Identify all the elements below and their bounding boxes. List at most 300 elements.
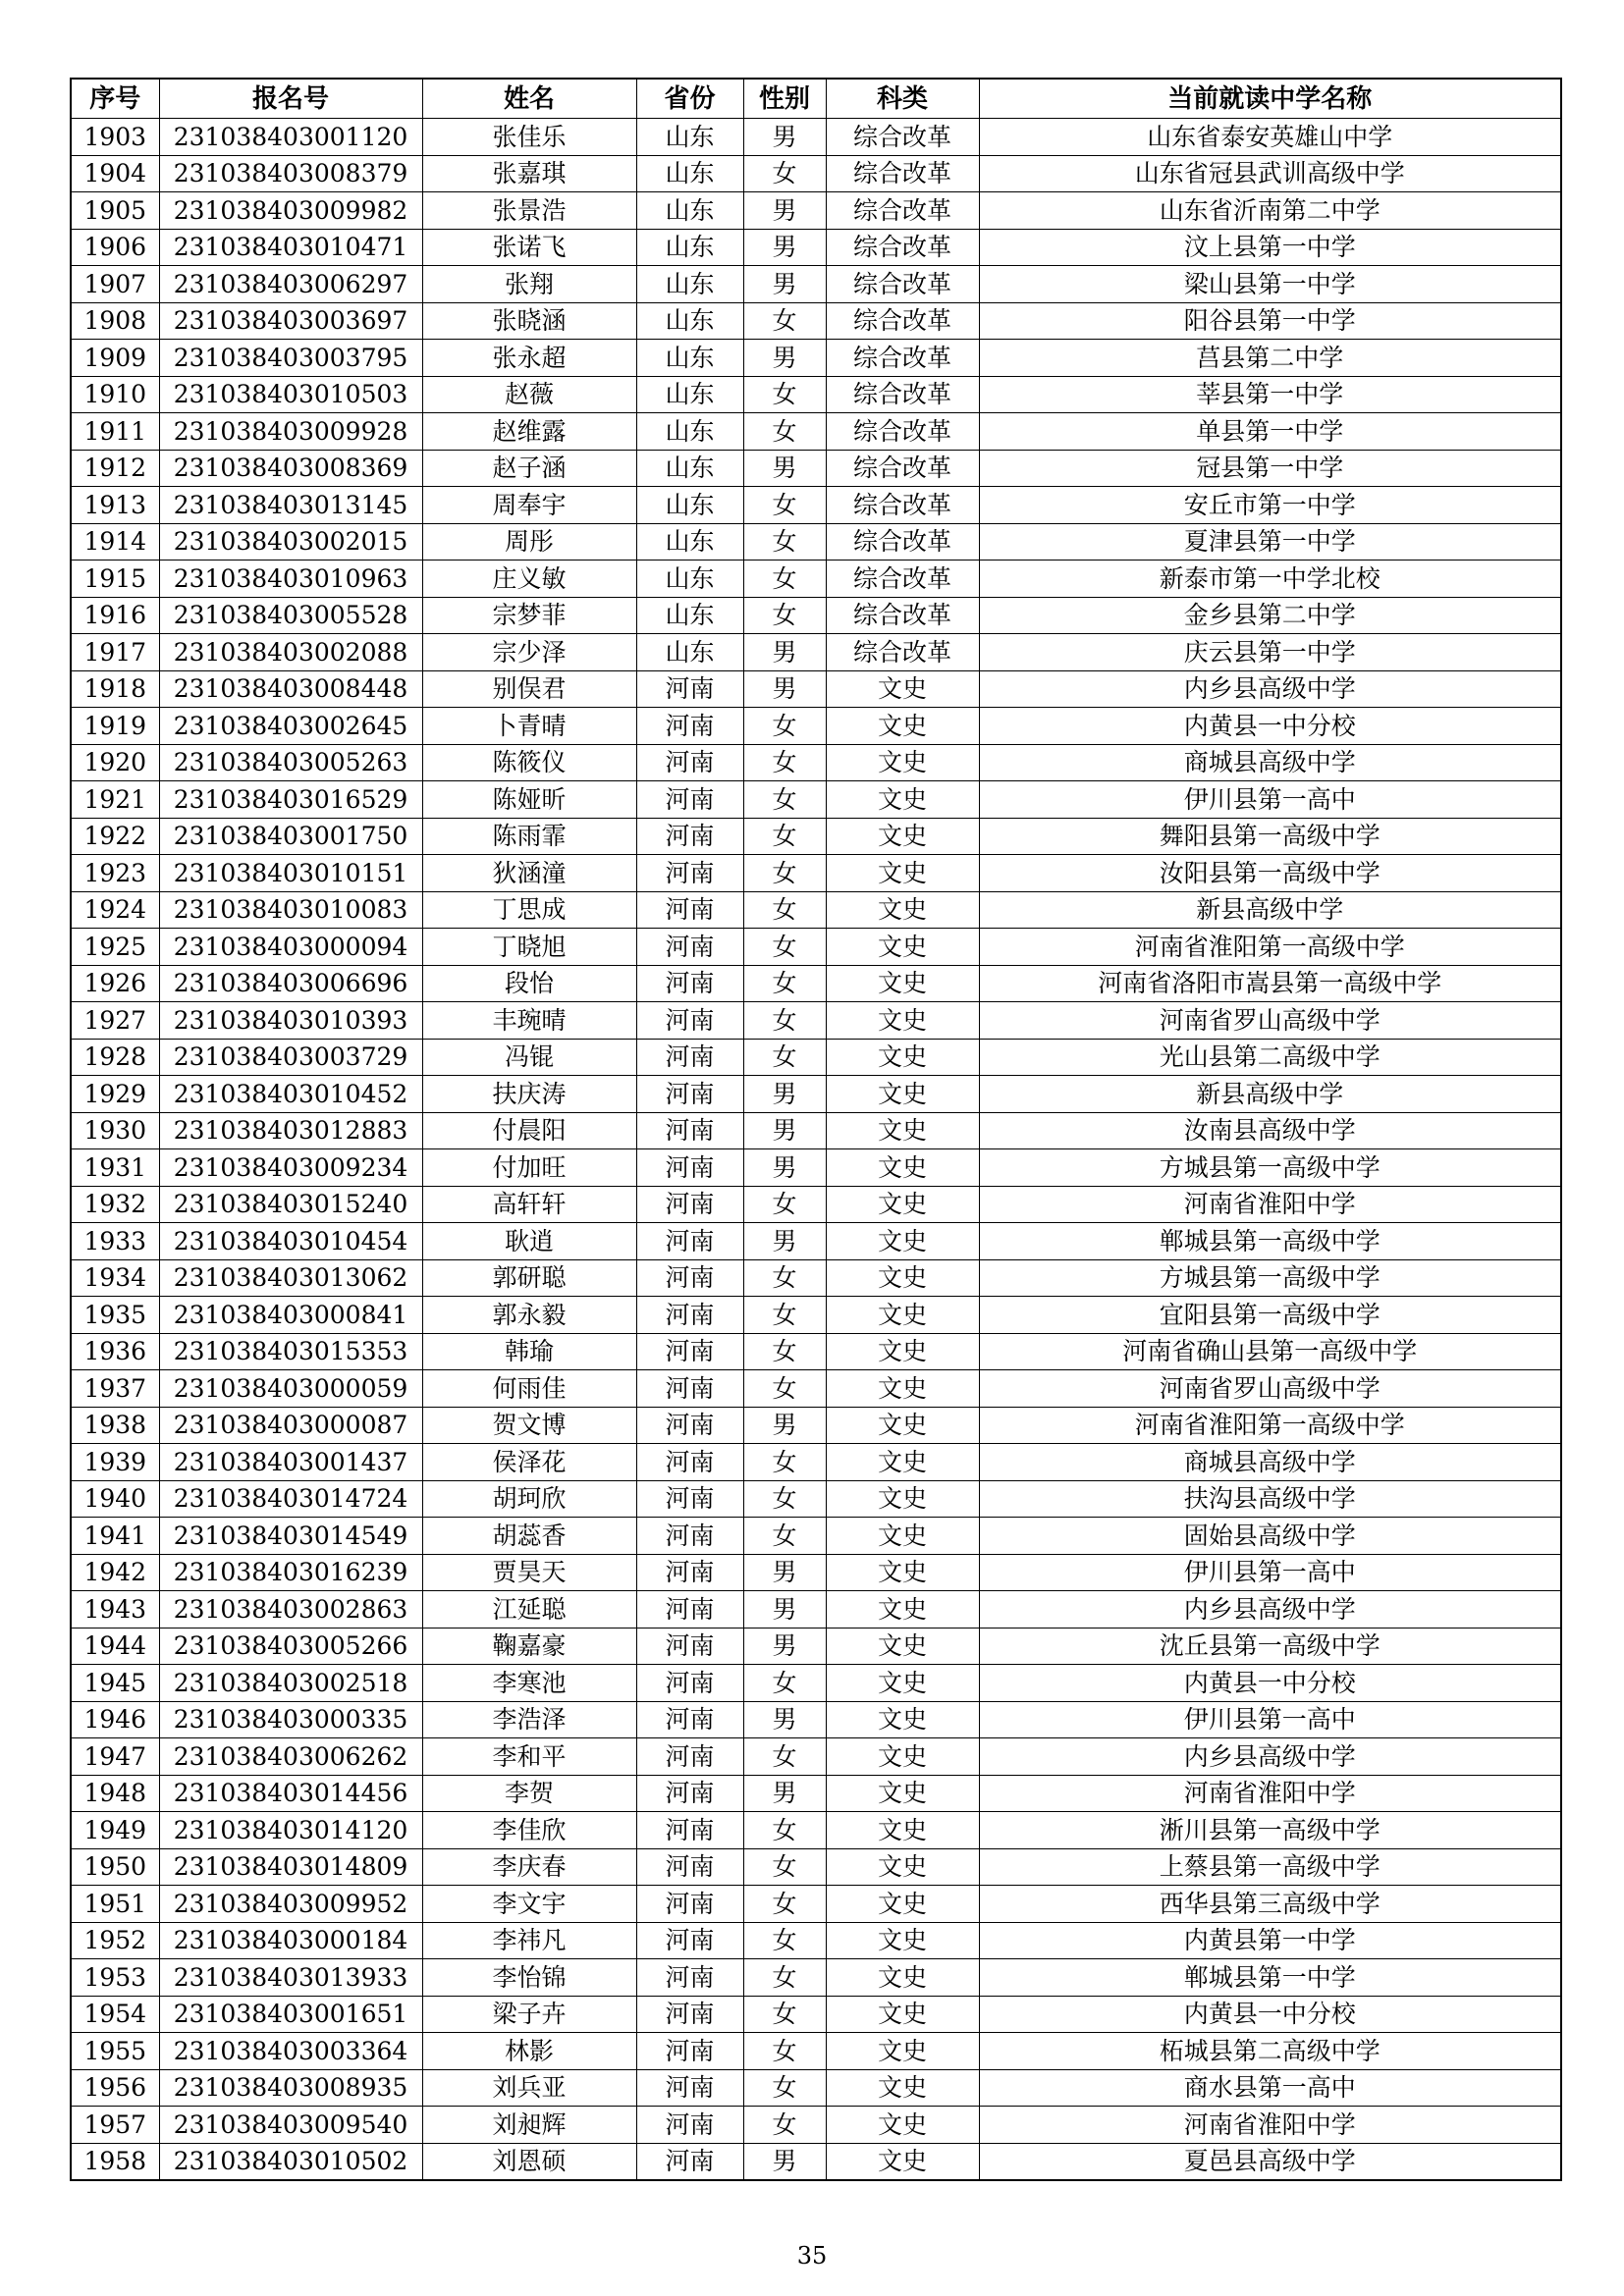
cell-registration-number: 231038403010393 — [159, 1002, 422, 1040]
cell-province: 河南 — [636, 855, 743, 892]
cell-index: 1919 — [71, 708, 159, 745]
cell-current-school: 新县高级中学 — [979, 891, 1561, 929]
cell-province: 河南 — [636, 1186, 743, 1223]
cell-subject-category: 文史 — [826, 1518, 979, 1555]
cell-current-school: 商城县高级中学 — [979, 744, 1561, 781]
cell-current-school: 庆云县第一中学 — [979, 634, 1561, 671]
cell-name: 赵薇 — [422, 376, 636, 413]
cell-name: 陈娅昕 — [422, 781, 636, 819]
table-row — [71, 1186, 1561, 1223]
cell-current-school: 河南省淮阳中学 — [979, 1186, 1561, 1223]
cell-subject-category: 文史 — [826, 2143, 979, 2180]
cell-gender: 男 — [743, 670, 826, 708]
cell-gender: 女 — [743, 1848, 826, 1886]
table-row — [71, 634, 1561, 671]
table-row — [71, 155, 1561, 192]
cell-name: 刘兵亚 — [422, 2069, 636, 2107]
cell-registration-number: 231038403014724 — [159, 1480, 422, 1518]
cell-index: 1941 — [71, 1518, 159, 1555]
cell-gender: 女 — [743, 1259, 826, 1297]
cell-name: 韩瑜 — [422, 1333, 636, 1370]
table-row — [71, 781, 1561, 819]
cell-province: 河南 — [636, 1848, 743, 1886]
cell-registration-number: 231038403010503 — [159, 376, 422, 413]
cell-name: 胡蕊香 — [422, 1518, 636, 1555]
cell-gender: 男 — [743, 266, 826, 303]
cell-current-school: 方城县第一高级中学 — [979, 1259, 1561, 1297]
cell-province: 河南 — [636, 1333, 743, 1370]
cell-name: 贾昊天 — [422, 1554, 636, 1591]
cell-gender: 女 — [743, 2033, 826, 2070]
table-body — [71, 119, 1561, 2181]
cell-name: 付晨阳 — [422, 1112, 636, 1149]
cell-registration-number: 231038403010454 — [159, 1223, 422, 1260]
cell-name: 侯泽花 — [422, 1444, 636, 1481]
cell-name: 付加旺 — [422, 1149, 636, 1187]
cell-gender: 男 — [743, 450, 826, 487]
cell-registration-number: 231038403009234 — [159, 1149, 422, 1187]
cell-current-school: 新泰市第一中学北校 — [979, 561, 1561, 598]
cell-current-school: 郸城县第一中学 — [979, 1959, 1561, 1997]
cell-registration-number: 231038403008935 — [159, 2069, 422, 2107]
table-row — [71, 708, 1561, 745]
cell-subject-category: 文史 — [826, 1628, 979, 1665]
cell-subject-category: 文史 — [826, 1002, 979, 1040]
cell-current-school: 商城县高级中学 — [979, 1444, 1561, 1481]
cell-current-school: 伊川县第一高中 — [979, 1554, 1561, 1591]
cell-name: 江延聪 — [422, 1591, 636, 1629]
cell-registration-number: 231038403002645 — [159, 708, 422, 745]
cell-current-school: 淅川县第一高级中学 — [979, 1812, 1561, 1849]
cell-registration-number: 231038403002015 — [159, 523, 422, 561]
cell-subject-category: 文史 — [826, 1701, 979, 1738]
cell-index: 1917 — [71, 634, 159, 671]
cell-name: 张翔 — [422, 266, 636, 303]
cell-gender: 女 — [743, 1738, 826, 1776]
cell-province: 河南 — [636, 1886, 743, 1923]
cell-name: 张嘉琪 — [422, 155, 636, 192]
cell-subject-category: 文史 — [826, 891, 979, 929]
cell-registration-number: 231038403010502 — [159, 2143, 422, 2180]
cell-name: 赵子涵 — [422, 450, 636, 487]
cell-current-school: 内黄县一中分校 — [979, 1665, 1561, 1702]
cell-gender: 男 — [743, 192, 826, 230]
cell-index: 1952 — [71, 1922, 159, 1959]
cell-index: 1916 — [71, 597, 159, 634]
cell-registration-number: 231038403016529 — [159, 781, 422, 819]
cell-gender: 女 — [743, 891, 826, 929]
cell-province: 山东 — [636, 119, 743, 156]
cell-index: 1927 — [71, 1002, 159, 1040]
cell-registration-number: 231038403003795 — [159, 340, 422, 377]
cell-gender: 女 — [743, 1297, 826, 1334]
cell-subject-category: 文史 — [826, 1996, 979, 2033]
cell-province: 河南 — [636, 1407, 743, 1444]
cell-gender: 女 — [743, 1922, 826, 1959]
cell-index: 1924 — [71, 891, 159, 929]
cell-subject-category: 文史 — [826, 670, 979, 708]
cell-gender: 女 — [743, 1370, 826, 1408]
cell-province: 河南 — [636, 965, 743, 1002]
cell-current-school: 夏津县第一中学 — [979, 523, 1561, 561]
header-cell-index: 序号 — [71, 79, 159, 119]
cell-province: 河南 — [636, 929, 743, 966]
cell-province: 河南 — [636, 1259, 743, 1297]
cell-index: 1908 — [71, 302, 159, 340]
cell-subject-category: 综合改革 — [826, 561, 979, 598]
table-row — [71, 376, 1561, 413]
cell-name: 鞠嘉豪 — [422, 1628, 636, 1665]
cell-subject-category: 文史 — [826, 1259, 979, 1297]
cell-name: 张晓涵 — [422, 302, 636, 340]
cell-name: 宗梦菲 — [422, 597, 636, 634]
cell-subject-category: 综合改革 — [826, 192, 979, 230]
cell-subject-category: 文史 — [826, 1886, 979, 1923]
cell-index: 1911 — [71, 413, 159, 451]
table-row — [71, 487, 1561, 524]
cell-current-school: 梁山县第一中学 — [979, 266, 1561, 303]
table-row — [71, 1039, 1561, 1076]
cell-subject-category: 综合改革 — [826, 487, 979, 524]
cell-name: 何雨佳 — [422, 1370, 636, 1408]
cell-gender: 女 — [743, 561, 826, 598]
cell-province: 河南 — [636, 1996, 743, 2033]
cell-subject-category: 文史 — [826, 1186, 979, 1223]
cell-province: 河南 — [636, 1628, 743, 1665]
cell-index: 1949 — [71, 1812, 159, 1849]
cell-index: 1907 — [71, 266, 159, 303]
cell-current-school: 内乡县高级中学 — [979, 670, 1561, 708]
cell-index: 1951 — [71, 1886, 159, 1923]
cell-registration-number: 231038403002518 — [159, 1665, 422, 1702]
cell-subject-category: 综合改革 — [826, 634, 979, 671]
cell-province: 河南 — [636, 744, 743, 781]
cell-current-school: 金乡县第二中学 — [979, 597, 1561, 634]
cell-subject-category: 综合改革 — [826, 450, 979, 487]
header-cell-registration-number: 报名号 — [159, 79, 422, 119]
cell-gender: 男 — [743, 2143, 826, 2180]
table-row — [71, 929, 1561, 966]
cell-index: 1912 — [71, 450, 159, 487]
cell-province: 河南 — [636, 670, 743, 708]
cell-province: 河南 — [636, 1922, 743, 1959]
cell-province: 河南 — [636, 1149, 743, 1187]
cell-name: 丰琬晴 — [422, 1002, 636, 1040]
cell-name: 郭永毅 — [422, 1297, 636, 1334]
cell-gender: 女 — [743, 376, 826, 413]
cell-index: 1926 — [71, 965, 159, 1002]
cell-province: 河南 — [636, 891, 743, 929]
cell-current-school: 内黄县第一中学 — [979, 1922, 1561, 1959]
cell-index: 1943 — [71, 1591, 159, 1629]
cell-current-school: 河南省淮阳第一高级中学 — [979, 929, 1561, 966]
cell-name: 张永超 — [422, 340, 636, 377]
table-row — [71, 1554, 1561, 1591]
cell-province: 山东 — [636, 229, 743, 266]
cell-current-school: 柘城县第二高级中学 — [979, 2033, 1561, 2070]
cell-registration-number: 231038403000335 — [159, 1701, 422, 1738]
cell-current-school: 沈丘县第一高级中学 — [979, 1628, 1561, 1665]
cell-index: 1936 — [71, 1333, 159, 1370]
cell-index: 1925 — [71, 929, 159, 966]
cell-registration-number: 231038403009928 — [159, 413, 422, 451]
cell-registration-number: 231038403006696 — [159, 965, 422, 1002]
cell-subject-category: 文史 — [826, 1149, 979, 1187]
cell-subject-category: 文史 — [826, 1370, 979, 1408]
cell-subject-category: 文史 — [826, 1922, 979, 1959]
cell-province: 河南 — [636, 1112, 743, 1149]
table-row — [71, 1223, 1561, 1260]
cell-gender: 男 — [743, 1223, 826, 1260]
cell-registration-number: 231038403005528 — [159, 597, 422, 634]
table-row — [71, 1444, 1561, 1481]
cell-name: 郭研聪 — [422, 1259, 636, 1297]
cell-name: 周彤 — [422, 523, 636, 561]
cell-subject-category: 文史 — [826, 1959, 979, 1997]
cell-registration-number: 231038403008369 — [159, 450, 422, 487]
cell-name: 张景浩 — [422, 192, 636, 230]
cell-registration-number: 231038403000841 — [159, 1297, 422, 1334]
cell-province: 河南 — [636, 818, 743, 855]
cell-province: 河南 — [636, 1738, 743, 1776]
table-row — [71, 1738, 1561, 1776]
cell-subject-category: 文史 — [826, 2033, 979, 2070]
cell-current-school: 莘县第一中学 — [979, 376, 1561, 413]
table-row — [71, 302, 1561, 340]
cell-index: 1945 — [71, 1665, 159, 1702]
cell-province: 河南 — [636, 1591, 743, 1629]
cell-registration-number: 231038403005266 — [159, 1628, 422, 1665]
cell-name: 刘恩硕 — [422, 2143, 636, 2180]
table-row — [71, 523, 1561, 561]
cell-gender: 女 — [743, 2107, 826, 2144]
cell-province: 山东 — [636, 634, 743, 671]
cell-name: 丁晓旭 — [422, 929, 636, 966]
cell-subject-category: 文史 — [826, 708, 979, 745]
cell-index: 1955 — [71, 2033, 159, 2070]
table-row — [71, 1591, 1561, 1629]
cell-gender: 女 — [743, 1444, 826, 1481]
cell-current-school: 河南省确山县第一高级中学 — [979, 1333, 1561, 1370]
table-row — [71, 1297, 1561, 1334]
cell-current-school: 河南省罗山高级中学 — [979, 1370, 1561, 1408]
cell-index: 1956 — [71, 2069, 159, 2107]
cell-registration-number: 231038403001651 — [159, 1996, 422, 2033]
cell-subject-category: 文史 — [826, 2107, 979, 2144]
table-row — [71, 818, 1561, 855]
cell-gender: 男 — [743, 1554, 826, 1591]
cell-name: 林影 — [422, 2033, 636, 2070]
cell-name: 别俣君 — [422, 670, 636, 708]
cell-registration-number: 231038403001437 — [159, 1444, 422, 1481]
cell-name: 李贺 — [422, 1775, 636, 1812]
cell-index: 1933 — [71, 1223, 159, 1260]
cell-index: 1929 — [71, 1076, 159, 1113]
cell-registration-number: 231038403010083 — [159, 891, 422, 929]
cell-gender: 女 — [743, 1518, 826, 1555]
table-row — [71, 229, 1561, 266]
cell-subject-category: 文史 — [826, 1333, 979, 1370]
cell-gender: 女 — [743, 1186, 826, 1223]
cell-subject-category: 综合改革 — [826, 340, 979, 377]
table-row — [71, 450, 1561, 487]
cell-registration-number: 231038403010151 — [159, 855, 422, 892]
table-row — [71, 1665, 1561, 1702]
cell-registration-number: 231038403013062 — [159, 1259, 422, 1297]
cell-registration-number: 231038403010452 — [159, 1076, 422, 1113]
cell-subject-category: 文史 — [826, 781, 979, 819]
cell-gender: 女 — [743, 1333, 826, 1370]
cell-province: 山东 — [636, 561, 743, 598]
table-row — [71, 1701, 1561, 1738]
table-row — [71, 413, 1561, 451]
table-header-row — [71, 79, 1561, 119]
cell-name: 刘昶辉 — [422, 2107, 636, 2144]
table-row — [71, 744, 1561, 781]
cell-current-school: 莒县第二中学 — [979, 340, 1561, 377]
table-row — [71, 670, 1561, 708]
cell-registration-number: 231038403014456 — [159, 1775, 422, 1812]
cell-subject-category: 文史 — [826, 1223, 979, 1260]
table-row — [71, 266, 1561, 303]
cell-current-school: 内乡县高级中学 — [979, 1738, 1561, 1776]
cell-index: 1914 — [71, 523, 159, 561]
cell-name: 李怡锦 — [422, 1959, 636, 1997]
cell-gender: 女 — [743, 302, 826, 340]
cell-current-school: 宜阳县第一高级中学 — [979, 1297, 1561, 1334]
cell-registration-number: 231038403014120 — [159, 1812, 422, 1849]
cell-index: 1948 — [71, 1775, 159, 1812]
cell-province: 河南 — [636, 1039, 743, 1076]
cell-province: 河南 — [636, 1297, 743, 1334]
cell-index: 1942 — [71, 1554, 159, 1591]
cell-gender: 女 — [743, 965, 826, 1002]
cell-registration-number: 231038403000059 — [159, 1370, 422, 1408]
cell-current-school: 汝南县高级中学 — [979, 1112, 1561, 1149]
cell-name: 李寒池 — [422, 1665, 636, 1702]
cell-current-school: 伊川县第一高中 — [979, 1701, 1561, 1738]
cell-gender: 女 — [743, 597, 826, 634]
cell-index: 1904 — [71, 155, 159, 192]
cell-province: 河南 — [636, 708, 743, 745]
cell-registration-number: 231038403001120 — [159, 119, 422, 156]
table-row — [71, 2143, 1561, 2180]
cell-index: 1923 — [71, 855, 159, 892]
cell-name: 赵维露 — [422, 413, 636, 451]
cell-current-school: 阳谷县第一中学 — [979, 302, 1561, 340]
cell-index: 1931 — [71, 1149, 159, 1187]
cell-subject-category: 文史 — [826, 2069, 979, 2107]
table-row — [71, 561, 1561, 598]
cell-subject-category: 文史 — [826, 1738, 979, 1776]
cell-gender: 女 — [743, 1039, 826, 1076]
cell-current-school: 郸城县第一高级中学 — [979, 1223, 1561, 1260]
cell-index: 1905 — [71, 192, 159, 230]
cell-registration-number: 231038403006262 — [159, 1738, 422, 1776]
cell-current-school: 舞阳县第一高级中学 — [979, 818, 1561, 855]
cell-subject-category: 综合改革 — [826, 523, 979, 561]
cell-current-school: 安丘市第一中学 — [979, 487, 1561, 524]
cell-gender: 女 — [743, 855, 826, 892]
cell-gender: 男 — [743, 1149, 826, 1187]
cell-province: 河南 — [636, 1076, 743, 1113]
cell-registration-number: 231038403010963 — [159, 561, 422, 598]
cell-index: 1928 — [71, 1039, 159, 1076]
cell-name: 耿逍 — [422, 1223, 636, 1260]
cell-gender: 女 — [743, 818, 826, 855]
cell-gender: 女 — [743, 1959, 826, 1997]
cell-registration-number: 231038403003364 — [159, 2033, 422, 2070]
cell-current-school: 单县第一中学 — [979, 413, 1561, 451]
cell-index: 1958 — [71, 2143, 159, 2180]
cell-registration-number: 231038403015240 — [159, 1186, 422, 1223]
cell-index: 1947 — [71, 1738, 159, 1776]
cell-registration-number: 231038403006297 — [159, 266, 422, 303]
cell-name: 李祎凡 — [422, 1922, 636, 1959]
cell-registration-number: 231038403002863 — [159, 1591, 422, 1629]
cell-gender: 男 — [743, 634, 826, 671]
table-row — [71, 1076, 1561, 1113]
cell-current-school: 山东省沂南第二中学 — [979, 192, 1561, 230]
cell-registration-number: 231038403013933 — [159, 1959, 422, 1997]
cell-subject-category: 文史 — [826, 929, 979, 966]
cell-subject-category: 文史 — [826, 1665, 979, 1702]
cell-subject-category: 综合改革 — [826, 229, 979, 266]
cell-name: 李佳欣 — [422, 1812, 636, 1849]
cell-subject-category: 文史 — [826, 1480, 979, 1518]
cell-province: 河南 — [636, 1812, 743, 1849]
cell-index: 1918 — [71, 670, 159, 708]
cell-current-school: 河南省洛阳市嵩县第一高级中学 — [979, 965, 1561, 1002]
cell-name: 李庆春 — [422, 1848, 636, 1886]
cell-name: 李文宇 — [422, 1886, 636, 1923]
cell-province: 河南 — [636, 1370, 743, 1408]
cell-subject-category: 综合改革 — [826, 597, 979, 634]
cell-gender: 女 — [743, 1886, 826, 1923]
cell-gender: 男 — [743, 1775, 826, 1812]
cell-current-school: 方城县第一高级中学 — [979, 1149, 1561, 1187]
cell-current-school: 伊川县第一高中 — [979, 781, 1561, 819]
cell-gender: 女 — [743, 1996, 826, 2033]
cell-name: 卜青晴 — [422, 708, 636, 745]
table-row — [71, 1480, 1561, 1518]
cell-subject-category: 文史 — [826, 1775, 979, 1812]
cell-gender: 女 — [743, 781, 826, 819]
table-row — [71, 1775, 1561, 1812]
cell-registration-number: 231038403009952 — [159, 1886, 422, 1923]
cell-index: 1934 — [71, 1259, 159, 1297]
student-list-table — [70, 78, 1562, 2181]
cell-index: 1950 — [71, 1848, 159, 1886]
cell-province: 山东 — [636, 487, 743, 524]
table-row — [71, 1333, 1561, 1370]
cell-gender: 男 — [743, 1591, 826, 1629]
cell-name: 丁思成 — [422, 891, 636, 929]
cell-gender: 女 — [743, 708, 826, 745]
cell-registration-number: 231038403003729 — [159, 1039, 422, 1076]
header-cell-name: 姓名 — [422, 79, 636, 119]
cell-registration-number: 231038403014549 — [159, 1518, 422, 1555]
cell-gender: 女 — [743, 1812, 826, 1849]
table-row — [71, 1886, 1561, 1923]
cell-gender: 男 — [743, 1112, 826, 1149]
table-row — [71, 1149, 1561, 1187]
cell-subject-category: 文史 — [826, 1444, 979, 1481]
cell-subject-category: 文史 — [826, 1591, 979, 1629]
cell-current-school: 河南省罗山高级中学 — [979, 1002, 1561, 1040]
header-cell-current-school: 当前就读中学名称 — [979, 79, 1561, 119]
cell-gender: 女 — [743, 1002, 826, 1040]
